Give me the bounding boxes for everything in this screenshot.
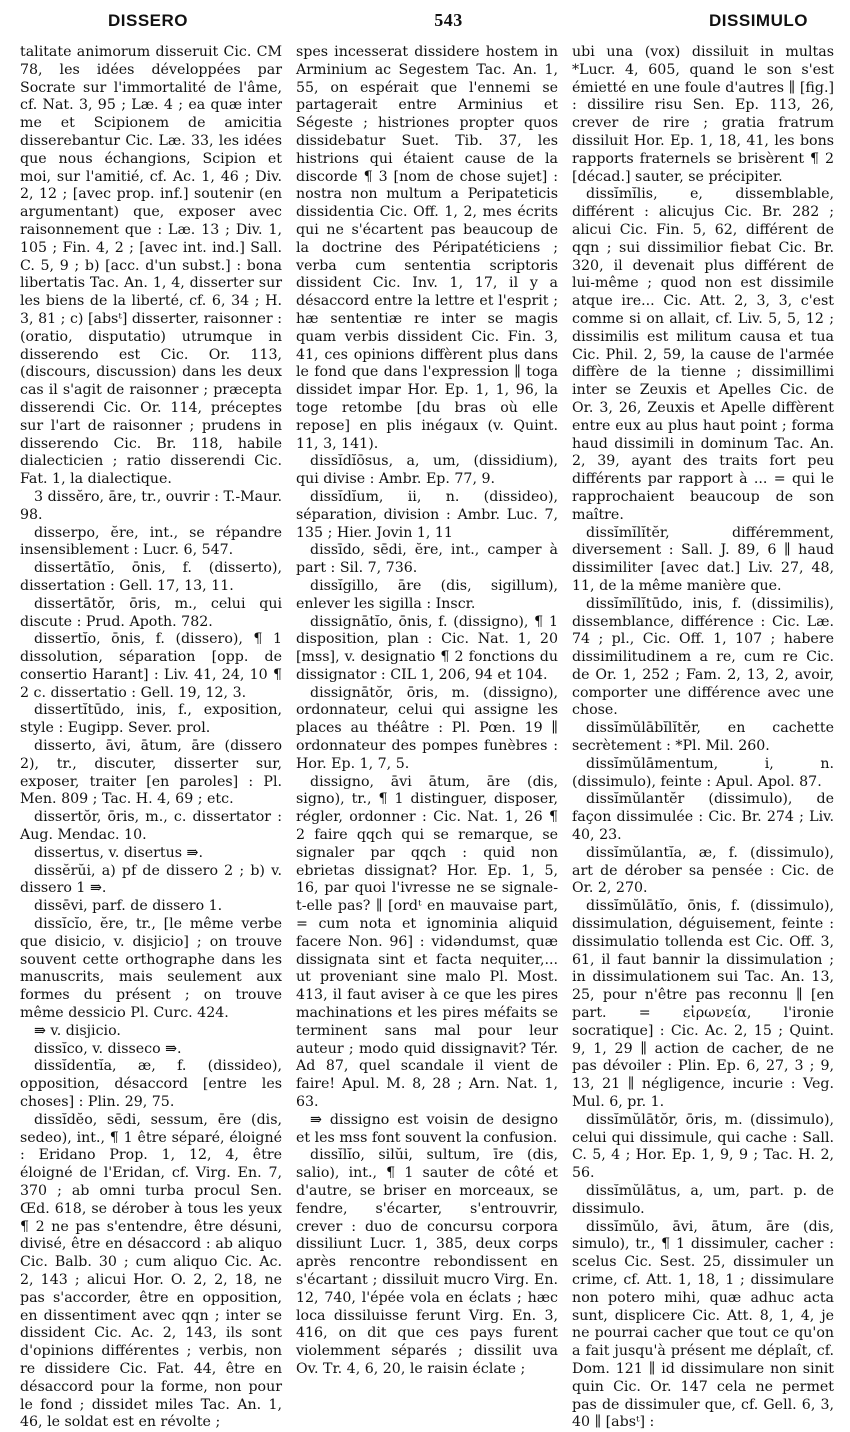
dictionary-entry: dissertŏr, ōris, m., c. dissertator : Aug. Mendac. 10. — [20, 809, 282, 844]
dictionary-entry: dissignātĭo, ōnis, f. (dissigno), ¶ 1 disposition, plan : Cic. Nat. 1, 20 [mss], v. designatio ¶ 2 fonctions du dissignator : CIL 1, 206, 94 et 104. — [296, 613, 558, 683]
left-guide-word: DISSERO — [108, 11, 189, 30]
dictionary-entry: dissĭlĭo, silŭi, sultum, īre (dis, salio), int., ¶ 1 sauter de côté et d'autre, se briser en morceaux, se fendre, s'écarter, s'entrouvrir, crever : duo de concursu corpora dissiliunt Lucr. 1, 385, deux corps après rencontre rebondissent en s'écartant ; dissiluit mucro Virg. En. 12, 740, l'épée vola en éclats ; hæc loca dissiluisse ferunt Virg. En. 3, 416, on dit que ces pays furent violemment séparés ; dissilit uva Ov. Tr. 4, 6, 20, le raisin éclate ; — [296, 1147, 558, 1377]
dictionary-entry: dissĭmĭlĭtūdo, inis, f. (dissimilis), dissemblance, différence : Cic. Læ. 74 ; pl., Cic. Off. 1, 107 ; habere dissimilitudinem a re, cum re Cic. de Or. 1, 252 ; Fam. 2, 13, 2, avoir, comporter une différence avec une chose. — [572, 595, 834, 719]
dictionary-entry: dissēvi, parf. de dissero 1. — [34, 898, 223, 915]
dictionary-entry: dissĭmŭlo, āvi, ātum, āre (dis, simulo), tr., ¶ 1 dissimuler, cacher : scelus Cic. Sest. 25, dissimuler un crime, cf. Att. 1, 18, 1 ; dissimulare non potero mihi, quæ adhuc acta sunt, displicere Cic. Att. 8, 1, 4, je ne pourrai cacher que tout ce qu'on a fait jusqu'à présent me déplaît, cf. Dom. 121 ∥ id dissimulare non sinit quin Cic. Or. 147 cela ne permet pas de dissimuler que, cf. Gell. 6, 3, 40 ∥ [absᵗ] : — [572, 1218, 834, 1431]
text-columns — [20, 44, 834, 1431]
dictionary-entry: dissĕrŭi, a) pf de dissero 2 ; b) v. dissero 1 ⇛. — [20, 862, 282, 897]
dictionary-entry: dissĭmŭlābĭlĭtĕr, en cachette secrètement : *Pl. Mil. 260. — [572, 720, 834, 755]
dictionary-entry: dissĭmŭlātus, a, um, part. p. de dissimulo. — [572, 1183, 834, 1217]
dictionary-entry: dissĭdĭum, ii, n. (dissideo), séparation, division : Ambr. Luc. 7, 135 ; Hier. Jovin 1, 11 — [296, 488, 558, 541]
dictionary-entry: dissertĭtūdo, inis, f., exposition, style : Eugipp. Sever. prol. — [20, 702, 282, 737]
dictionary-entry: disserpo, ĕre, int., se répandre insensiblement : Lucr. 6, 547. — [20, 524, 282, 559]
dictionary-entry: dissertĭo, ōnis, f. (dissero), ¶ 1 dissolution, séparation [opp. de consertio Harant] : Liv. 41, 24, 10 ¶ 2 c. dissertatio : Gell. 19, 12, 3. — [20, 631, 282, 701]
dictionary-entry: ⇛ v. disjicio. — [34, 1022, 121, 1039]
dictionary-entry: ubi una (vox) dissiluit in multas *Lucr. 4, 605, quand le son s'est émietté en une foule d'autres ∥ [fig.] : dissilire risu Sen. Ep. 113, 26, crever de rire ; gratia fratrum dissiluit Hor. Ep. 1, 18, 41, les bons rapports fraternels se brisèrent ¶ 2 [décad.] sauter, se précipiter. — [572, 44, 834, 185]
dictionary-entry: dissĭmĭlis, e, dissemblable, différent : alicujus Cic. Br. 282 ; alicui Cic. Fin. 5, 62, différent de qqn ; sui dissimilior fiebat Cic. Br. 320, il devenait plus différent de lui-même ; quod non est dissimile atque ire... Cic. Att. 2, 3, 3, c'est comme si on allait, cf. Liv. 5, 5, 12 ; dissimilis est militum causa et tua Cic. Phil. 2, 59, la cause de l'armée diffère de la tienne ; dissimillimi inter se Zeuxis et Apelles Cic. de Or. 3, 26, Zeuxis et Apelle diffèrent entre eux au plus haut point ; forma haud dissimili in dominum Tac. An. 2, 39, ayant des traits fort peu différents par rapport à ... = qui le rapprochaient beaucoup de son maître. — [572, 186, 834, 523]
column-middle — [296, 44, 558, 1377]
dictionary-entry: dissĭmŭlātĭo, ōnis, f. (dissimulo), dissimulation, déguisement, feinte : dissimulatio tollenda est Cic. Off. 3, 61, il faut bannir la dissimulation ; in dissimulationem sui Tac. An. 13, 25, pour n'être pas reconnu ∥ [en part. = εἰρωνεία, l'ironie socratique] : Cic. Ac. 2, 15 ; Quint. 9, 1, 29 ∥ action de cacher, de ne pas dévoiler : Plin. Ep. 6, 27, 3 ; 9, 13, 21 ∥ négligence, incurie : Veg. Mul. 6, pr. 1. — [572, 898, 834, 1111]
dictionary-entry: dissĭmĭlĭtĕr, différemment, diversement : Sall. J. 89, 6 ∥ haud dissimiliter [avec dat.] Liv. 27, 48, 11, de la même manière que. — [572, 524, 834, 594]
running-head — [20, 10, 834, 44]
dictionary-entry: spes incesserat dissidere hostem in Arminium ac Segestem Tac. An. 1, 55, on espérait que l'ennemi se partagerait entre Arminius et Ségeste ; histriones propter quos dissidebatur Suet. Tib. 37, les histrions qui étaient cause de la discorde ¶ 3 [nom de chose sujet] : nostra non multum a Peripateticis dissidentia Cic. Off. 1, 2, mes écrits qui ne s'écartent pas beaucoup de la doctrine des Péripatéticiens ; verba cum sententia scriptoris dissident Cic. Inv. 1, 17, il y a désaccord entre la lettre et l'esprit ; hæ sententiæ re inter se magis quam verbis dissident Cic. Fin. 3, 41, ces opinions diffèrent plus dans le fond que dans l'expression ∥ toga dissidet impar Hor. Ep. 1, 1, 96, la toge retombe [du bras où elle repose] en plis inégaux (v. Quint. 11, 3, 141). — [296, 44, 558, 452]
dictionary-entry: dissĭmŭlāmentum, i, n. (dissimulo), feinte : Apul. Apol. 87. — [572, 755, 834, 790]
dictionary-entry: dissĭmŭlātŏr, ōris, m. (dissimulo), celui qui dissimule, qui cache : Sall. C. 5, 4 ; Hor. Ep. 1, 9, 9 ; Tac. H. 2, 56. — [572, 1111, 834, 1182]
column-left — [20, 44, 282, 1431]
dictionary-entry: dissĭmŭlantĕr (dissimulo), de façon dissimulée : Cic. Br. 274 ; Liv. 40, 23. — [572, 791, 834, 844]
dictionary-entry: dissignātŏr, ōris, m. (dissigno), ordonnateur, celui qui assigne les places au théâtre : Pl. Pœn. 19 ∥ ordonnateur des pompes funèbres : Hor. Ep. 1, 7, 5. — [296, 684, 558, 772]
dictionary-entry: 3 dissĕro, āre, tr., ouvrir : T.-Maur. 98. — [20, 488, 282, 523]
dictionary-entry: dissigno, āvi ātum, āre (dis, signo), tr., ¶ 1 distinguer, disposer, régler, ordonner : Cic. Nat. 1, 26 ¶ 2 faire qqch qui se remarque, se signaler par qqch : quid non ebrietas dissignat? Hor. Ep. 1, 5, 16, par quoi l'ivresse ne se signale-t-elle pas? ∥ [ordᵗ en mauvaise part, = cum nota et ignominia aliquid facere Non. 96] : vidəndumst, quæ dissignata sint et facta nequiter,... ut proveniant sine malo Pl. Most. 413, il faut aviser à ce que les pires machinations et les pires méfaits se terminent sans mal pour leur auteur ; modo quid dissignavit? Tér. Ad 87, quel scandale il vient de faire! Apul. M. 8, 28 ; Arn. Nat. 1, 63. — [296, 773, 558, 1111]
dictionary-entry: dissertātĭo, ōnis, f. (disserto), dissertation : Gell. 17, 13, 11. — [20, 560, 282, 594]
dictionary-entry: dissĭdĕo, sēdi, sessum, ēre (dis, sedeo), int., ¶ 1 être séparé, éloigné : Eridano Prop. 1, 12, 4, être éloigné de l'Eridan, cf. Virg. En. 7, 370 ; ab omni turba procul Sen. Œd. 618, se dérober à tous les yeux ¶ 2 ne pas s'entendre, être désuni, divisé, être en désaccord : ab aliquo Cic. Balb. 30 ; cum aliquo Cic. Ac. 2, 143 ; alicui Hor. O. 2, 2, 18, ne pas s'accorder, être en opposition, en dissentiment avec qqn ; inter se dissident Cic. Ac. 2, 143, ils sont d'opinions différentes ; verbis, non re dissidere Cic. Fat. 44, être en désaccord pour la forme, non pour le fond ; dissidet miles Tac. An. 1, 46, le soldat est en révolte ; — [20, 1111, 282, 1431]
right-guide-word: DISSIMULO — [709, 11, 808, 30]
dictionary-entry: dissĭcĭo, ĕre, tr., [le même verbe que disicio, v. disjicio] ; on trouve souvent cette orthographe dans les manuscrits, mais seulement aux formes du présent ; on trouve même dessicio Pl. Curc. 424. — [20, 916, 282, 1022]
dictionary-entry: ⇛ dissigno est voisin de designo et les mss font souvent la confusion. — [296, 1111, 558, 1146]
dictionary-entry: dissĭdĭōsus, a, um, (dissidium), qui divise : Ambr. Ep. 77, 9. — [296, 453, 558, 488]
dictionary-entry: dissertus, v. disertus ⇛. — [34, 844, 203, 861]
dictionary-entry: talitate animorum disseruit Cic. CM 78, les idées développées par Socrate sur l'immortalité de l'âme, cf. Nat. 3, 95 ; Læ. 4 ; ea quæ inter me et Scipionem de amicitia disserebantur Cic. Læ. 33, les idées que nous échangions, Scipion et moi, sur l'amitié, cf. Ac. 1, 46 ; Div. 2, 12 ; [avec prop. inf.] soutenir (en argumentant) que, exposer avec raisonnement que : Læ. 13 ; Div. 1, 105 ; Fin. 4, 2 ; [avec int. ind.] Sall. C. 5, 9 ; b) [acc. d'un subst.] : bona libertatis Tac. An. 1, 4, disserter sur les biens de la liberté, cf. 6, 34 ; H. 3, 81 ; c) [absᵗ] disserter, raisonner : (oratio, disputatio) utrumque in disserendo est Cic. Or. 113, (discours, discussion) dans les deux cas il s'agit de raisonner ; præcepta disserendi Cic. Or. 114, préceptes sur l'art de raisonner ; prudens in disserendo Cic. Br. 118, habile dialecticien ; ratio disserendi Cic. Fat. 1, la dialectique. — [20, 44, 282, 488]
page-number: 543 — [434, 10, 463, 30]
dictionary-entry: dissĭgillo, āre (dis, sigillum), enlever les sigilla : Inscr. — [296, 577, 558, 612]
dictionary-entry: dissīdo, sēdi, ĕre, int., camper à part : Sil. 7, 736. — [296, 542, 558, 577]
dictionary-entry: dissĭco, v. disseco ⇛. — [34, 1040, 182, 1057]
dictionary-entry: dissĭmŭlantĭa, æ, f. (dissimulo), art de dérober sa pensée : Cic. de Or. 2, 270. — [572, 844, 834, 897]
column-right — [572, 44, 834, 1431]
dictionary-entry: dissĭdentĭa, æ, f. (dissideo), opposition, désaccord [entre les choses] : Plin. 29, 75. — [20, 1058, 282, 1111]
dictionary-entry: disserto, āvi, ātum, āre (dissero 2), tr., discuter, disserter sur, exposer, traiter [en paroles] : Pl. Men. 809 ; Tac. H. 4, 69 ; etc. — [20, 738, 282, 808]
dictionary-entry: dissertātŏr, ōris, m., celui qui discute : Prud. Apoth. 782. — [20, 595, 282, 630]
